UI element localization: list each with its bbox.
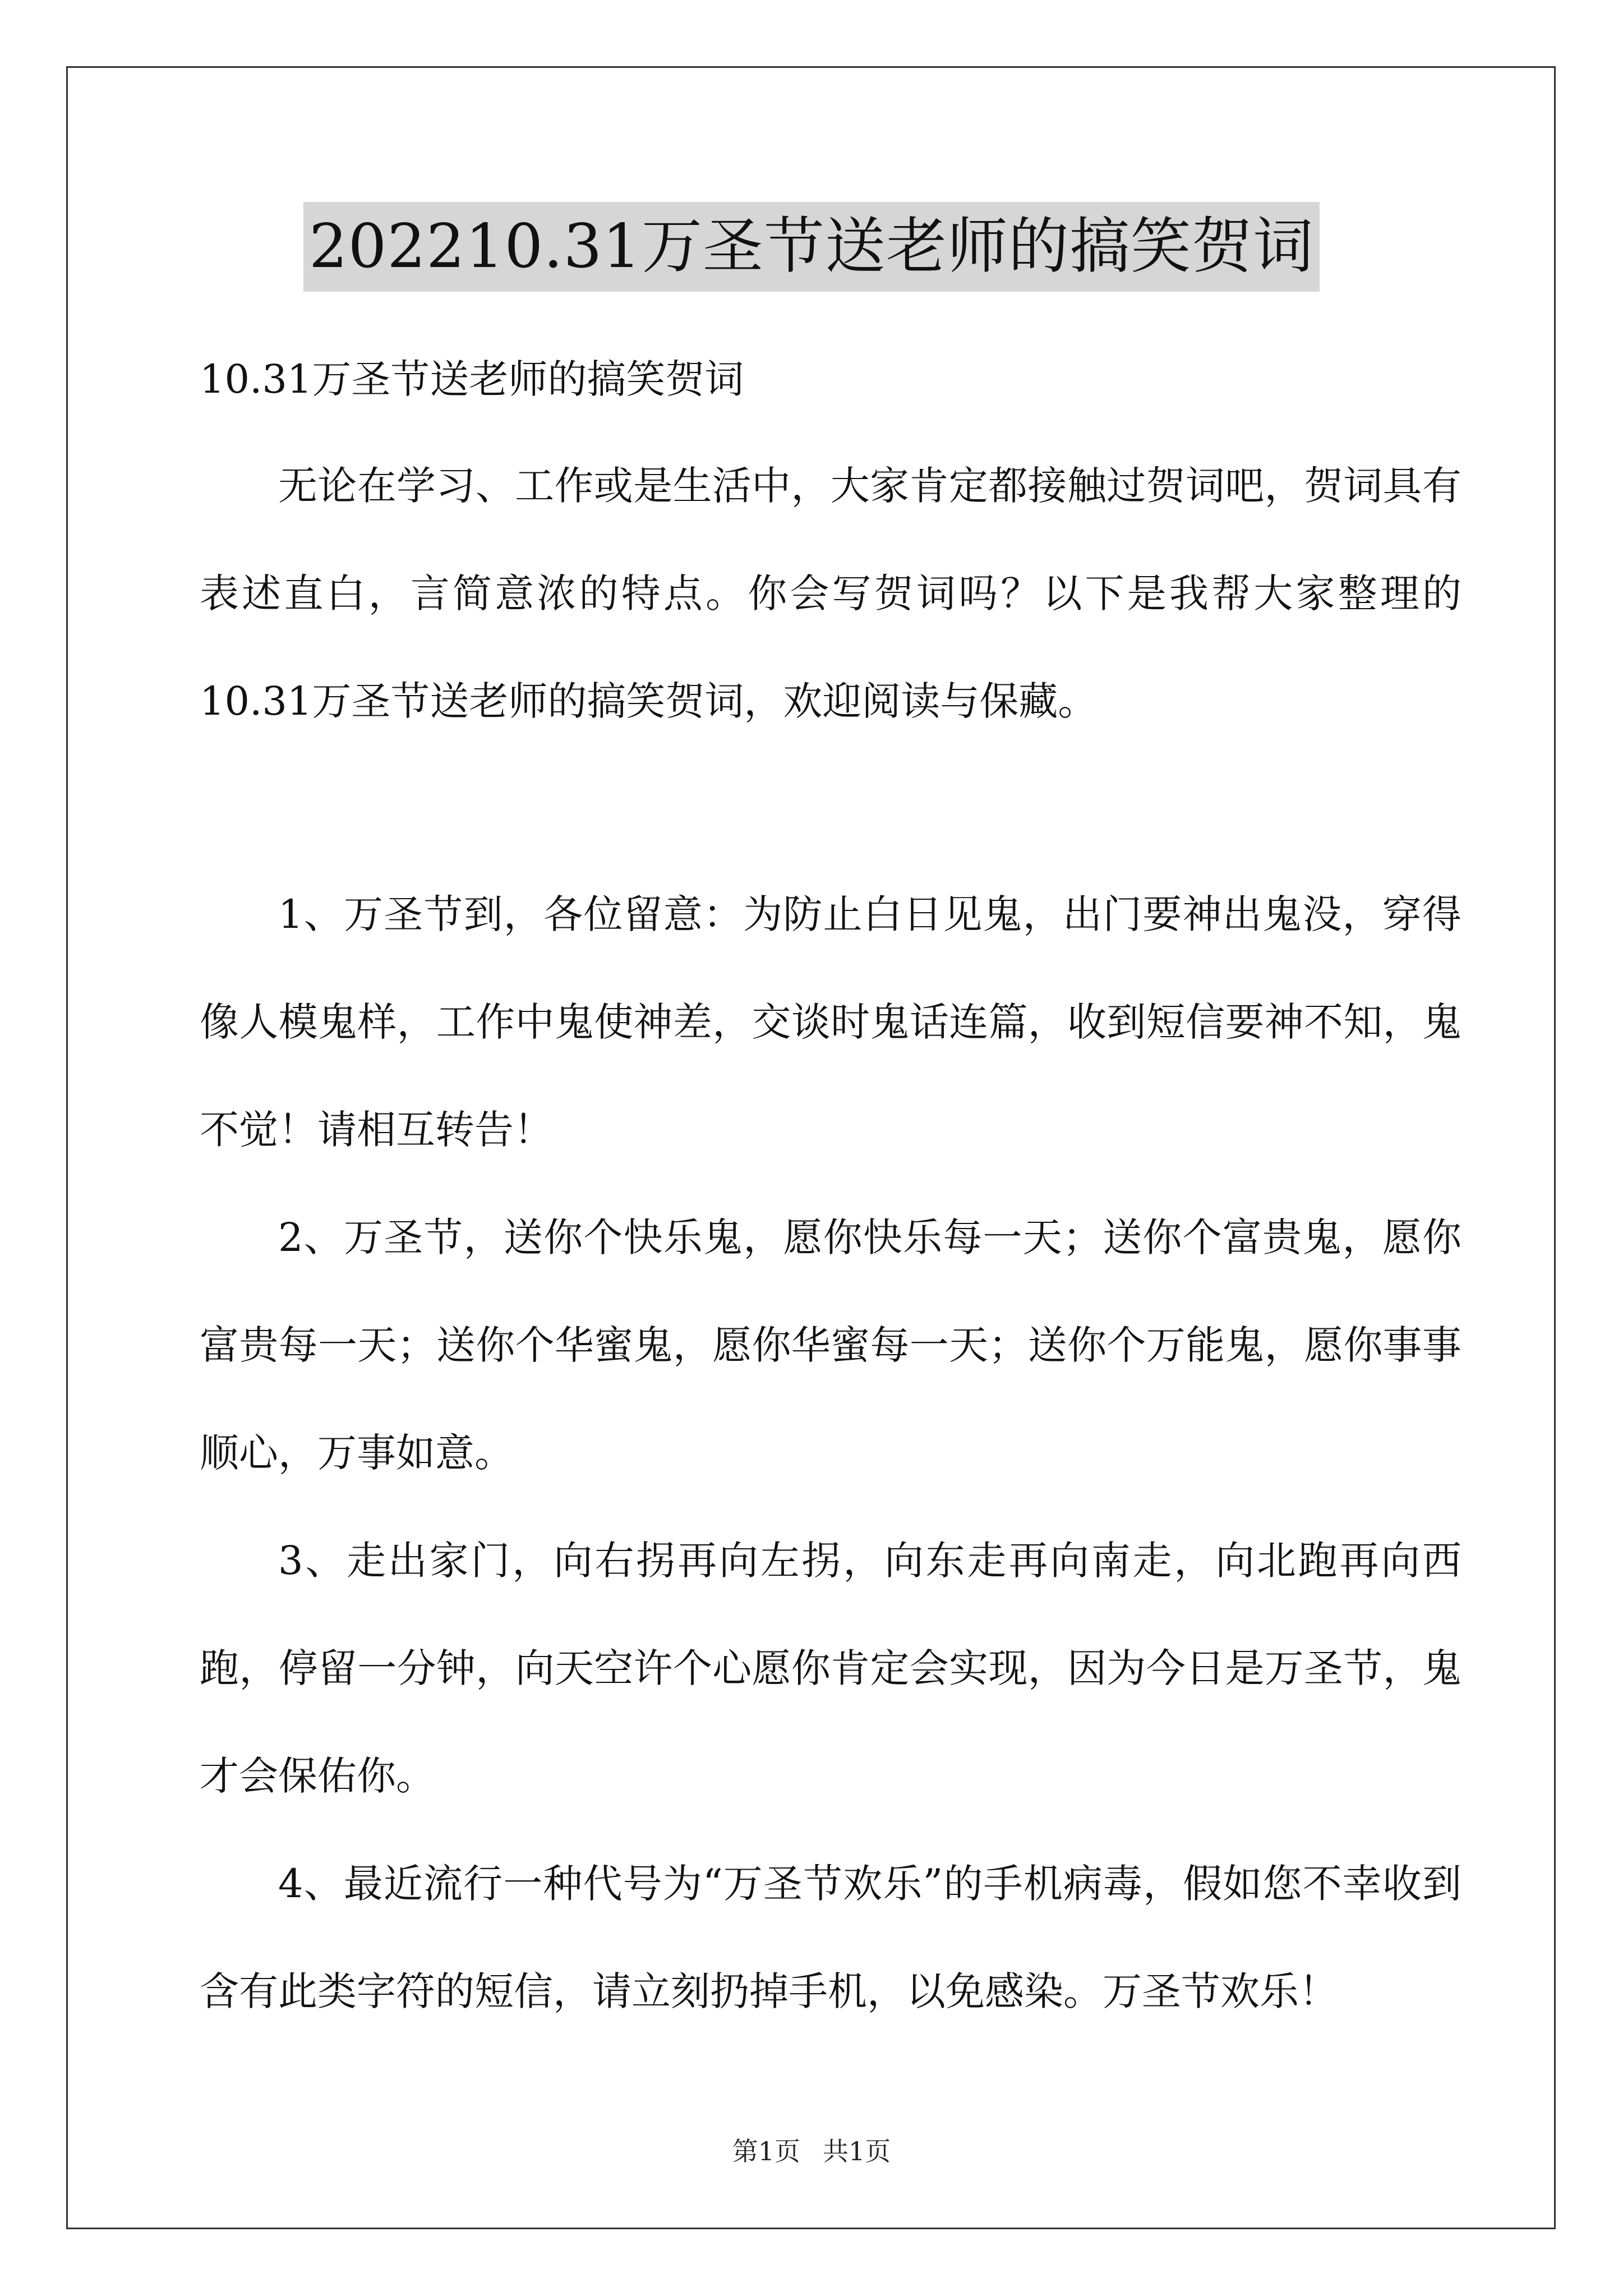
document-subtitle: 10.31万圣节送老师的搞笑贺词 xyxy=(200,356,744,402)
document-title: 202210.31万圣节送老师的搞笑贺词 xyxy=(303,202,1320,292)
title-container xyxy=(0,202,1623,292)
intro-paragraph: 无论在学习、工作或是生活中，大家肯定都接触过贺词吧，贺词具有表述直白，言简意浓的特点。你会写贺词吗？以下是我帮大家整理的10.31万圣节送老师的搞笑贺词，欢迎阅读与保藏。 xyxy=(200,463,1461,724)
greeting-item-2: 2、万圣节，送你个快乐鬼，愿你快乐每一天；送你个富贵鬼，愿你富贵每一天；送你个华蜜鬼，愿你华蜜每一天；送你个万能鬼，愿你事事顺心，万事如意。 xyxy=(200,1214,1461,1476)
current-page-number: 第1页 xyxy=(732,2136,800,2166)
greeting-item-3: 3、走出家门，向右拐再向左拐，向东走再向南走，向北跑再向西跑，停留一分钟，向天空许个心愿你肯定会实现，因为今日是万圣节，鬼才会保佑你。 xyxy=(200,1538,1461,1799)
greeting-item-1: 1、万圣节到，各位留意：为防止白日见鬼，出门要神出鬼没，穿得像人模鬼样，工作中鬼使神差，交谈时鬼话连篇，收到短信要神不知，鬼不觉！请相互转告！ xyxy=(200,891,1461,1153)
greeting-item-4: 4、最近流行一种代号为“万圣节欢乐”的手机病毒，假如您不幸收到含有此类字符的短信，请立刻扔掉手机，以免感染。万圣节欢乐！ xyxy=(200,1861,1461,2014)
page-footer xyxy=(0,2134,1623,2168)
total-pages: 共1页 xyxy=(823,2136,891,2166)
